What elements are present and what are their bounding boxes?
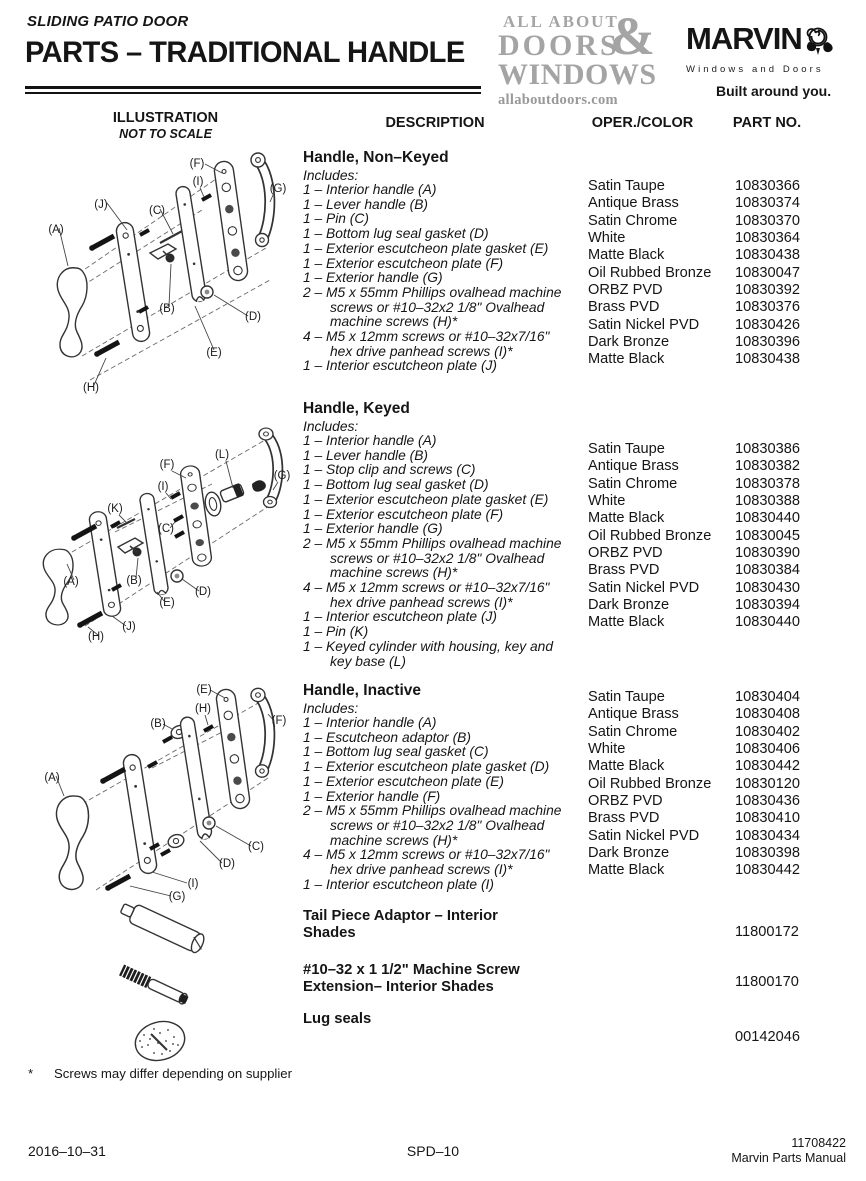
extra-heading-line: Tail Piece Adaptor – Interior Shades [303,908,498,941]
part-number: 11800170 [735,974,799,990]
column-header-description: DESCRIPTION [385,115,485,131]
title-divider [25,86,481,89]
finish-part-table [588,441,800,632]
finish-name: Satin Taupe [588,441,665,457]
diagram-label: (B) [150,718,166,730]
interior-handle-shape [57,268,87,357]
parts-list-item: 1 – Exterior escutcheon plate (F) [303,506,504,522]
diagram-label: (F) [271,715,287,727]
all-about-doors-windows-logo [498,6,660,109]
column-header-illustration: ILLUSTRATION [112,110,219,126]
logo-line: WINDOWS [498,58,657,91]
diagram-label: (H) [195,703,211,715]
brand-name: MARVIN [686,21,802,56]
logo-website: allaboutdoors.com [498,92,618,108]
finish-name: Satin Taupe [588,689,665,705]
finish-name: White [588,230,626,247]
exterior-plate-shape [215,688,251,809]
part-number: 10830408 [735,706,800,723]
finish-name: Matte Black [588,614,665,631]
parts-list-item: 1 – Interior escutcheon plate (J) [303,358,498,374]
parts-list-item: 1 – Interior escutcheon plate (J) [303,609,498,625]
table-row [588,458,800,475]
footnote-marker: * [28,1066,34,1081]
screw-shape [89,236,114,251]
part-number: 10830384 [735,562,800,579]
footer-doc-number: 11708422 [791,1136,846,1150]
exterior-plate-shape [180,465,213,567]
part-number: 10830390 [735,545,800,562]
part-number: 10830047 [735,264,800,281]
finish-part-table [588,689,800,880]
finish-name: Dark Bronze [588,334,670,351]
exterior-plate-shape [213,160,249,281]
finish-name: Satin Nickel PVD [588,827,700,844]
part-number: 10830388 [735,493,800,510]
table-row [588,828,800,845]
screw-shape [100,769,125,784]
parts-list-item: 1 – Exterior escutcheon plate (F) [303,255,504,271]
part-number: 10830404 [735,689,800,705]
table-row [588,793,800,810]
parts-list-item: 1 – Escutcheon adaptor (B) [303,729,471,745]
footer-doc-info [731,1136,846,1166]
parts-list-item: 4 – M5 x 12mm screws or #10–32x7/16" hex drive panhead screws (I)* [303,847,550,878]
parts-list-item: 4 – M5 x 12mm screws or #10–32x7/16" hex drive panhead screws (I)* [303,580,550,610]
diagram-label: (H) [88,631,104,643]
gasket-plate-shape [139,492,169,595]
parts-list [303,434,565,669]
finish-name: Antique Brass [588,706,679,723]
parts-list-item: 1 – Exterior escutcheon plate (E) [303,773,504,789]
finish-name: ORBZ PVD [588,282,663,299]
parts-list-item: 1 – Interior escutcheon plate (I) [303,876,494,892]
section-heading: Handle, Non–Keyed [303,149,449,166]
finish-name: Matte Black [588,862,665,879]
extra-item-heading [303,962,553,995]
lug-shape [203,817,215,829]
part-number: 10830398 [735,845,800,862]
illustration-note: NOT TO SCALE [119,127,212,141]
section-description [303,401,565,669]
part-number: 10830370 [735,212,800,229]
screw-shape [94,342,119,357]
finish-name: Oil Rubbed Bronze [588,775,712,792]
extra-heading-line: #10–32 x 1 1/2" Machine Screw [303,962,520,978]
footnote-text: Screws may differ depending on supplier [54,1066,292,1081]
part-number: 10830438 [735,351,800,368]
diagram-label: (B) [126,575,142,587]
section-description [303,150,565,374]
table-row [588,528,800,545]
diagram-label: (G) [273,470,291,482]
table-row [588,562,800,579]
part-number: 10830406 [735,741,800,758]
diagram-label: (A) [44,772,60,784]
brand-subtitle: Windows and Doors [686,64,824,75]
part-number: 10830376 [735,299,800,316]
parts-list-item: 1 – Pin (K) [303,624,369,640]
table-row [588,724,800,741]
diagram-label: (C) [149,205,165,217]
diagram-label: (D) [245,311,261,323]
finish-name: Oil Rubbed Bronze [588,527,712,544]
table-row [588,862,800,879]
diagram-label: (J) [94,199,108,211]
finish-name: Dark Bronze [588,845,670,862]
brand-tagline: Built around you. [716,83,832,99]
table-row [588,845,800,862]
diagram-label: (D) [195,586,211,598]
table-row [588,351,800,368]
diagram-label: (A) [63,576,79,588]
keyed-cylinder-shape [203,480,266,517]
includes-label: Includes: [303,419,359,434]
parts-list-item: 1 – Lever handle (B) [303,196,429,212]
finish-name: Brass PVD [588,299,660,316]
logo-line: ALL ABOUT [503,12,619,31]
diagram-label: (D) [219,858,235,870]
parts-list-item: 1 – Keyed cylinder with housing, key and key base (L) [303,638,554,669]
part-number: 10830378 [735,475,800,492]
diagram-label: (F) [159,459,175,471]
page-title: PARTS – TRADITIONAL HANDLE [25,36,465,69]
table-row [588,689,800,706]
interior-plate-shape [115,221,151,342]
table-row [588,776,800,793]
table-row [588,810,800,827]
diagram-label: (I) [157,481,169,493]
parts-list-item: 1 – Stop clip and screws (C) [303,462,476,478]
table-row [588,706,800,723]
parts-list-item: 1 – Exterior escutcheon plate gasket (E) [303,491,549,507]
finish-name: Satin Chrome [588,723,678,740]
footer-doc-title: Marvin Parts Manual [731,1151,846,1165]
parts-list-item: 1 – Exterior escutcheon plate gasket (E) [303,240,549,256]
finish-name: White [588,493,626,510]
extra-item-heading [303,908,553,941]
part-number: 10830442 [735,758,800,775]
diagram-label: (K) [107,503,123,515]
doc-supertitle: SLIDING PATIO DOOR [27,13,189,30]
exterior-handle-shape [251,688,270,777]
interior-handle-shape [56,796,88,889]
part-number: 10830364 [735,230,800,247]
table-row [588,299,800,316]
diagram-label: (E) [206,347,222,359]
part-number: 10830440 [735,510,800,527]
parts-list-item: 1 – Exterior handle (G) [303,270,443,286]
finish-name: Satin Nickel PVD [588,316,700,333]
finish-name: Oil Rubbed Bronze [588,264,712,281]
part-number: 10830382 [735,458,800,475]
parts-list-item: 2 – M5 x 55mm Phillips ovalhead machine screws or #10–32x2 1/8" Ovalhead machine screws (H)* [303,803,562,848]
finish-name: Dark Bronze [588,597,670,614]
tail-piece-adaptor-image [108,902,218,960]
table-row [588,597,800,614]
part-number: 10830394 [735,597,800,614]
diagram-label: (E) [196,684,212,696]
ampersand-glyph: & [610,6,655,66]
lug-shape [171,570,183,582]
footer-page-number: SPD–10 [406,1143,460,1159]
table-row [588,282,800,299]
marvin-flower-icon [802,24,838,63]
finish-name: Brass PVD [588,810,660,827]
diagram-label: (C) [158,523,174,535]
finish-name: Satin Taupe [588,178,665,194]
part-number: 11800172 [735,924,799,940]
finish-name: Satin Chrome [588,212,678,229]
finish-name: Antique Brass [588,458,679,475]
footer-date: 2016–10–31 [28,1143,106,1159]
exploded-diagram-non-keyed [30,148,290,395]
finish-name: Matte Black [588,351,665,368]
table-row [588,334,800,351]
table-row [588,230,800,247]
diagram-label: (L) [214,449,230,461]
exploded-diagram-keyed [30,400,290,680]
parts-list-item: 4 – M5 x 12mm screws or #10–32x7/16" hex drive panhead screws (I)* [303,329,550,359]
part-number: 10830442 [735,862,800,879]
gasket-plate-shape [175,186,207,303]
diagram-label: (H) [83,382,99,394]
table-row [588,545,800,562]
part-number: 10830434 [735,827,800,844]
column-header-oper-color: OPER./COLOR [591,115,694,131]
table-row [588,265,800,282]
extra-item-heading [303,1011,553,1028]
table-row [588,441,800,458]
table-row [588,758,800,775]
finish-name: Matte Black [588,510,665,527]
table-row [588,510,800,527]
parts-list [303,183,565,374]
section-description [303,683,565,892]
parts-list-item: 1 – Bottom lug seal gasket (C) [303,744,489,760]
diagram-label: (A) [48,224,64,236]
parts-list-item: 1 – Pin (C) [303,211,369,227]
part-number: 10830396 [735,334,800,351]
finish-name: Antique Brass [588,195,679,212]
finish-name: Matte Black [588,758,665,775]
diagram-label: (I) [187,878,199,890]
part-number: 10830430 [735,579,800,596]
screw-shape [77,613,102,628]
table-row [588,213,800,230]
exploded-diagram-inactive [30,678,290,913]
table-row [588,614,800,631]
footnote [28,1066,292,1081]
escutcheon-adaptor-shape [166,832,185,849]
includes-label: Includes: [303,168,359,183]
column-header-part-no: PART NO. [732,115,802,131]
exterior-handle-shape [259,428,278,507]
parts-list-item: 1 – Lever handle (B) [303,447,429,463]
parts-list-item: 1 – Interior handle (A) [303,715,437,730]
table-row [588,580,800,597]
part-number: 10830366 [735,178,800,194]
marvin-logo [686,21,864,99]
part-number: 10830436 [735,793,800,810]
part-number: 10830120 [735,775,800,792]
finish-name: ORBZ PVD [588,545,663,562]
part-number: 10830402 [735,723,800,740]
extra-heading-line: Lug seals [303,1011,372,1027]
parts-list [303,716,565,892]
interior-plate-shape [122,753,158,874]
diagram-label: (G) [168,891,186,903]
part-number: 10830374 [735,195,800,212]
machine-screw-extension-image [108,960,208,1012]
part-number: 00142046 [735,1029,800,1045]
diagram-label: (F) [189,158,205,170]
table-row [588,741,800,758]
table-row [588,195,800,212]
parts-list-item: 2 – M5 x 55mm Phillips ovalhead machine screws or #10–32x2 1/8" Ovalhead machine screws (H)* [303,284,562,330]
finish-part-table [588,178,800,369]
diagram-label: (I) [192,176,204,188]
finish-name: Satin Nickel PVD [588,579,700,596]
table-row [588,493,800,510]
title-divider [25,92,481,94]
finish-name: Matte Black [588,247,665,264]
diagram-label: (E) [159,597,175,609]
table-row [588,178,800,195]
table-row [588,317,800,334]
diagram-label: (G) [269,183,287,195]
section-heading: Handle, Keyed [303,400,410,417]
section-heading: Handle, Inactive [303,682,422,699]
part-number: 10830392 [735,282,800,299]
finish-name: Satin Chrome [588,475,678,492]
part-number: 10830440 [735,614,800,631]
exterior-handle-shape [251,153,270,247]
diagram-label: (B) [159,303,175,315]
finish-name: White [588,741,626,758]
logo-line: DOORS [498,29,620,62]
parts-list-item: 1 – Interior handle (A) [303,433,437,448]
table-row [588,247,800,264]
lug-shape [201,286,213,298]
finish-name: ORBZ PVD [588,793,663,810]
table-row [588,476,800,493]
part-number: 10830426 [735,316,800,333]
part-number: 10830045 [735,527,800,544]
parts-list-item: 1 – Exterior escutcheon plate gasket (D) [303,759,550,775]
parts-list-item: 1 – Exterior handle (F) [303,788,441,804]
extra-heading-line: Extension– Interior Shades [303,978,494,995]
diagram-label: (C) [248,841,264,853]
part-number: 10830386 [735,441,800,457]
part-number: 10830410 [735,810,800,827]
parts-list-item: 1 – Bottom lug seal gasket (D) [303,477,489,493]
parts-list-item: 2 – M5 x 55mm Phillips ovalhead machine screws or #10–32x2 1/8" Ovalhead machine screws (H)* [303,535,562,581]
screw-shape [105,876,130,891]
parts-list-item: 1 – Interior handle (A) [303,182,437,197]
includes-label: Includes: [303,701,359,716]
finish-name: Brass PVD [588,562,660,579]
lug-seal-image [120,1012,200,1070]
parts-list-item: 1 – Bottom lug seal gasket (D) [303,226,489,242]
diagram-label: (J) [122,621,136,633]
parts-list-item: 1 – Exterior handle (G) [303,521,443,537]
part-number: 10830438 [735,247,800,264]
